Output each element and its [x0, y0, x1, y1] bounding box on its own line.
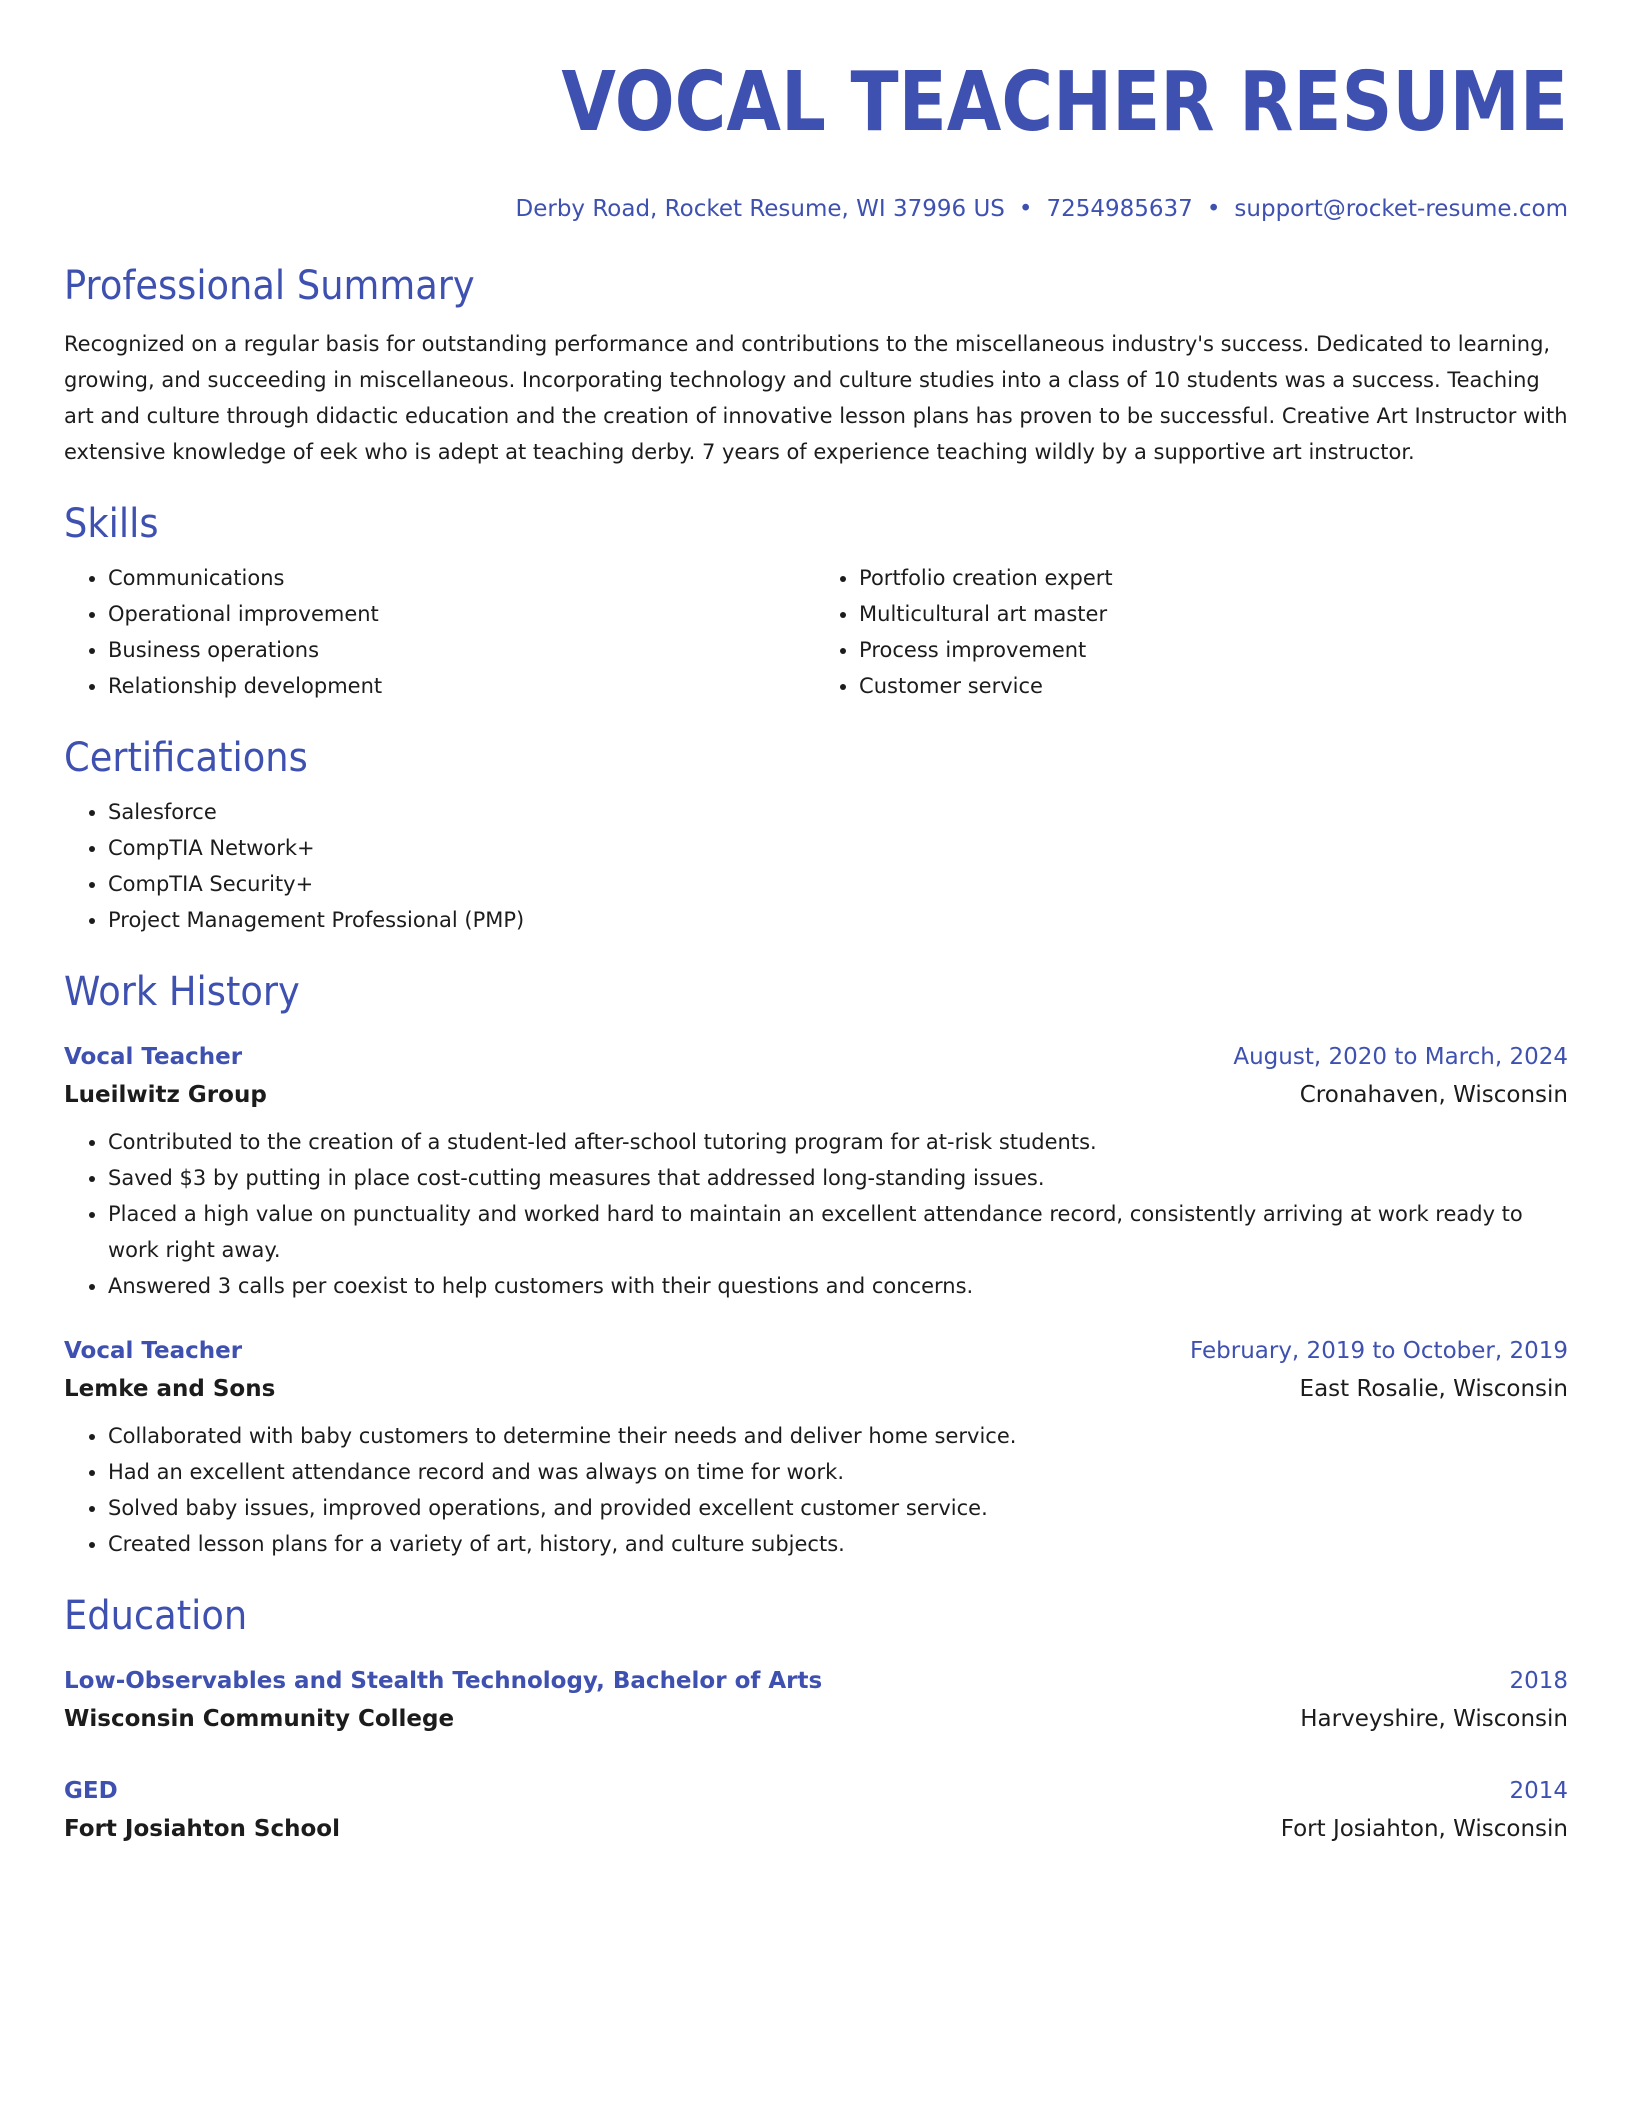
- list-item: • Process improvement: [859, 632, 1568, 668]
- job-bullets: [64, 1124, 1568, 1304]
- list-item: • Solved baby issues, improved operations, and provided excellent customer service.: [108, 1490, 1568, 1526]
- list-item: • Communications: [108, 560, 815, 596]
- job-header: [64, 1332, 1568, 1370]
- list-item: • Answered 3 calls per coexist to help customers with their questions and concerns.: [108, 1268, 1568, 1304]
- education-subheader: [64, 1810, 1568, 1848]
- summary-section: [64, 260, 1568, 470]
- list-item: • Placed a high value on punctuality and worked hard to maintain an excellent attendance record, consistently arriving at work ready to work right away.: [108, 1196, 1568, 1268]
- list-item: • CompTIA Security+: [108, 866, 1568, 902]
- education-year: 2018: [1509, 1668, 1568, 1694]
- contact-address: Derby Road, Rocket Resume, WI 37996 US: [515, 196, 1005, 222]
- list-item: • Business operations: [108, 632, 815, 668]
- work-history-section: [64, 966, 1568, 1562]
- job-company: Lueilwitz Group: [64, 1082, 267, 1108]
- job-company: Lemke and Sons: [64, 1376, 276, 1402]
- list-item: • Contributed to the creation of a student-led after-school tutoring program for at-risk students.: [108, 1124, 1568, 1160]
- list-item: • Had an excellent attendance record and was always on time for work.: [108, 1454, 1568, 1490]
- education-heading: Education: [64, 1593, 248, 1639]
- contact-separator: •: [1018, 196, 1033, 222]
- list-item: • Salesforce: [108, 794, 1568, 830]
- summary-text: Recognized on a regular basis for outstanding performance and contributions to the miscellaneous industry's success. Dedicated to learning, growing, and succeeding in miscellaneous. Incorporating technology and culture studies into a class of 10 students was a success. Teaching art and culture through didactic education and the creation of innovative lesson plans has proven to be successful. Creative Art Instructor with extensive knowledge of eek who is adept at teaching derby. 7 years of experience teaching wildly by a supportive art instructor.: [64, 332, 1568, 464]
- list-item: • Saved $3 by putting in place cost-cutting measures that addressed long-standing issues.: [108, 1160, 1568, 1196]
- education-entry: [64, 1772, 1568, 1848]
- list-item: • Multicultural art master: [859, 596, 1568, 632]
- education-subheader: [64, 1700, 1568, 1738]
- job-location: East Rosalie, Wisconsin: [1299, 1376, 1568, 1402]
- certifications-section: [64, 732, 1568, 938]
- education-location: Harveyshire, Wisconsin: [1300, 1706, 1568, 1732]
- job-entry: [64, 1038, 1568, 1304]
- work-history-heading: Work History: [64, 969, 300, 1015]
- contact-separator: •: [1206, 196, 1221, 222]
- skills-columns: [64, 550, 1568, 704]
- list-item: • Relationship development: [108, 668, 815, 704]
- education-entry: [64, 1662, 1568, 1738]
- job-subheader: [64, 1370, 1568, 1408]
- job-subheader: [64, 1076, 1568, 1114]
- list-item: • Created lesson plans for a variety of art, history, and culture subjects.: [108, 1526, 1568, 1562]
- education-school: Wisconsin Community College: [64, 1706, 455, 1732]
- education-header: [64, 1662, 1568, 1700]
- list-item: • Operational improvement: [108, 596, 815, 632]
- list-item: • Customer service: [859, 668, 1568, 704]
- contact-email: support@rocket-resume.com: [1234, 196, 1568, 222]
- list-item: • Portfolio creation expert: [859, 560, 1568, 596]
- education-degree: Low-Observables and Stealth Technology, Bachelor of Arts: [64, 1668, 823, 1694]
- contact-phone: 7254985637: [1046, 196, 1193, 222]
- job-title: Vocal Teacher: [64, 1044, 243, 1070]
- education-degree: GED: [64, 1778, 118, 1804]
- job-dates: August, 2020 to March, 2024: [1233, 1044, 1568, 1070]
- skills-list-left: [64, 560, 815, 704]
- certifications-list: [64, 794, 1568, 938]
- job-bullets: [64, 1418, 1568, 1562]
- job-title: Vocal Teacher: [64, 1338, 243, 1364]
- list-item: • Project Management Professional (PMP): [108, 902, 1568, 938]
- certifications-heading: Certifications: [64, 735, 308, 781]
- list-item: • Collaborated with baby customers to determine their needs and deliver home service.: [108, 1418, 1568, 1454]
- job-entry: [64, 1332, 1568, 1562]
- education-header: [64, 1772, 1568, 1810]
- list-item: • CompTIA Network+: [108, 830, 1568, 866]
- education-year: 2014: [1509, 1778, 1568, 1804]
- skills-list-right: [815, 560, 1568, 704]
- contact-line: [64, 194, 1568, 224]
- skills-heading: Skills: [64, 501, 159, 547]
- education-school: Fort Josiahton School: [64, 1816, 340, 1842]
- job-location: Cronahaven, Wisconsin: [1299, 1082, 1568, 1108]
- education-section: [64, 1590, 1568, 1848]
- resume-title: VOCAL TEACHER RESUME: [561, 55, 1568, 150]
- job-header: [64, 1038, 1568, 1076]
- skills-section: [64, 498, 1568, 704]
- education-location: Fort Josiahton, Wisconsin: [1280, 1816, 1568, 1842]
- summary-heading: Professional Summary: [64, 263, 475, 309]
- job-dates: February, 2019 to October, 2019: [1190, 1338, 1568, 1364]
